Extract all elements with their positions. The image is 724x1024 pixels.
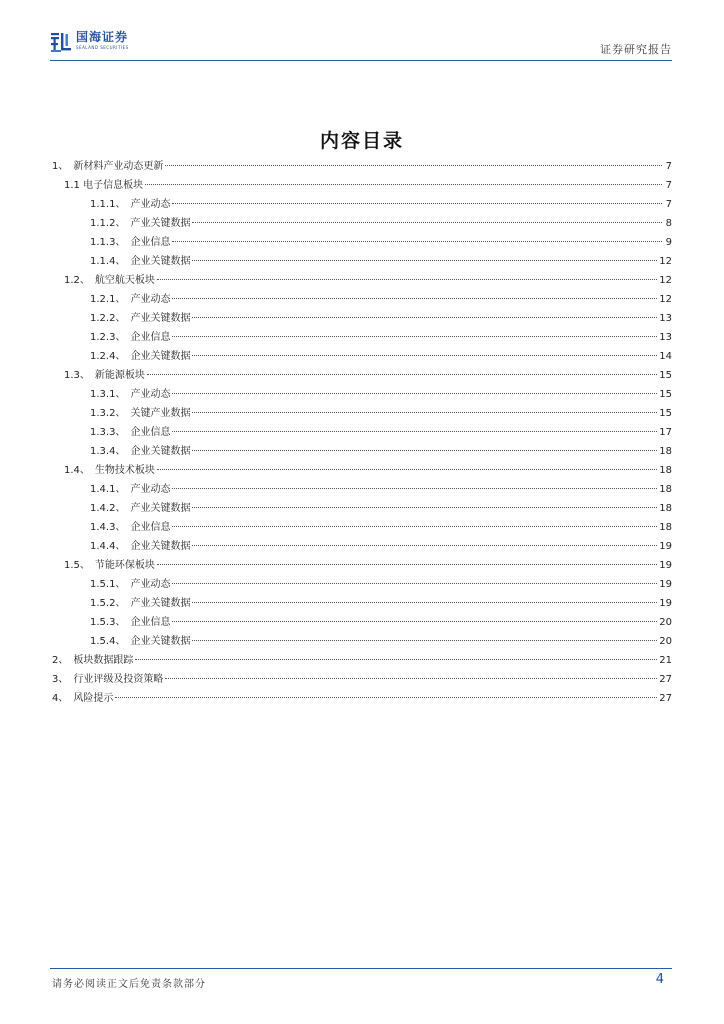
toc-entry[interactable] — [52, 176, 672, 195]
toc-dot-leader — [192, 507, 657, 508]
toc-entry-label: 1.3.1、 产业动态 — [90, 389, 171, 400]
toc-entry-label: 3、 行业评级及投资策略 — [52, 674, 164, 685]
toc-entry-page: 15 — [659, 389, 672, 400]
toc-entry-page: 12 — [659, 294, 672, 305]
toc-entry-page: 27 — [659, 674, 672, 685]
toc-entry[interactable] — [52, 252, 672, 271]
toc-entry-label: 1.3.2、 关键产业数据 — [90, 408, 191, 419]
toc-entry[interactable] — [52, 518, 672, 537]
toc-entry[interactable] — [52, 233, 672, 252]
toc-entry[interactable] — [52, 499, 672, 518]
toc-entry-label: 1.1.1、 产业动态 — [90, 199, 171, 210]
toc-entry-page: 20 — [659, 636, 672, 647]
toc-dot-leader — [147, 374, 657, 375]
toc-title: 内容目录 — [319, 130, 404, 152]
toc-entry-label: 1.3.4、 企业关键数据 — [90, 446, 191, 457]
toc-dot-leader — [192, 450, 657, 451]
toc-entry-label: 1.1.2、 产业关键数据 — [90, 218, 191, 229]
toc-dot-leader — [192, 545, 657, 546]
footer-disclaimer: 请务必阅读正文后免责条款部分 — [52, 979, 206, 990]
toc-dot-leader — [172, 241, 662, 242]
toc-dot-leader — [192, 602, 657, 603]
toc-dot-leader — [172, 526, 657, 527]
toc-entry[interactable] — [52, 328, 672, 347]
toc-dot-leader — [172, 621, 657, 622]
toc-entry[interactable] — [52, 157, 672, 176]
toc-dot-leader — [172, 203, 662, 204]
toc-entry[interactable] — [52, 423, 672, 442]
toc-entry-page: 7 — [665, 199, 672, 210]
toc-entry[interactable] — [52, 575, 672, 594]
toc-dot-leader — [157, 279, 657, 280]
toc-entry-label: 1.3、 新能源板块 — [64, 370, 145, 381]
toc-entry-page: 19 — [659, 579, 672, 590]
toc-entry-page: 12 — [659, 256, 672, 267]
toc-entry-label: 1.3.3、 企业信息 — [90, 427, 171, 438]
header-divider — [50, 60, 672, 61]
toc-entry-page: 18 — [659, 522, 672, 533]
company-logo — [50, 31, 129, 53]
toc-dot-leader — [172, 393, 657, 394]
toc-entry-label: 2、 板块数据跟踪 — [52, 655, 134, 666]
toc-entry-page: 14 — [659, 351, 672, 362]
toc-dot-leader — [192, 412, 657, 413]
logo-mark-icon — [50, 31, 72, 53]
toc-dot-leader — [157, 469, 657, 470]
toc-entry[interactable] — [52, 271, 672, 290]
toc-entry-page: 27 — [659, 693, 672, 704]
toc-entry-label: 1.2、 航空航天板块 — [64, 275, 155, 286]
toc-entry-page: 9 — [665, 237, 672, 248]
toc-entry-label: 1.5.4、 企业关键数据 — [90, 636, 191, 647]
toc-entry[interactable] — [52, 309, 672, 328]
toc-dot-leader — [192, 640, 657, 641]
footer-divider — [50, 968, 672, 969]
toc-dot-leader — [115, 697, 657, 698]
toc-entry-page: 18 — [659, 446, 672, 457]
toc-entry[interactable] — [52, 214, 672, 233]
toc-entry-label: 1.2.2、 产业关键数据 — [90, 313, 191, 324]
toc-entry-page: 18 — [659, 465, 672, 476]
toc-entry[interactable] — [52, 290, 672, 309]
toc-entry[interactable] — [52, 613, 672, 632]
toc-entry-label: 1.1 电子信息板块 — [64, 180, 144, 191]
toc-dot-leader — [165, 165, 662, 166]
toc-entry[interactable] — [52, 461, 672, 480]
toc-dot-leader — [172, 583, 657, 584]
toc-entry-label: 1.2.1、 产业动态 — [90, 294, 171, 305]
toc-entry-page: 18 — [659, 484, 672, 495]
toc-entry-page: 8 — [665, 218, 672, 229]
toc-entry[interactable] — [52, 366, 672, 385]
toc-entry-label: 1.4、 生物技术板块 — [64, 465, 155, 476]
toc-entry-label: 1.1.3、 企业信息 — [90, 237, 171, 248]
toc-entry[interactable] — [52, 537, 672, 556]
toc-entry-label: 4、 风险提示 — [52, 693, 114, 704]
toc-entry-label: 1.2.3、 企业信息 — [90, 332, 171, 343]
toc-entry-page: 19 — [659, 560, 672, 571]
toc-dot-leader — [165, 678, 657, 679]
toc-entry-page: 20 — [659, 617, 672, 628]
toc-entry-page: 7 — [665, 161, 672, 172]
page-header — [50, 28, 672, 60]
toc-entry[interactable] — [52, 442, 672, 461]
toc-dot-leader — [157, 564, 657, 565]
toc-entry-label: 1、 新材料产业动态更新 — [52, 161, 164, 172]
toc-entry[interactable] — [52, 670, 672, 689]
toc-entry[interactable] — [52, 347, 672, 366]
toc-entry[interactable] — [52, 651, 672, 670]
toc-entry[interactable] — [52, 594, 672, 613]
toc-entry-label: 1.4.2、 产业关键数据 — [90, 503, 191, 514]
toc-entry-page: 13 — [659, 313, 672, 324]
logo-chinese-name: 国海证券 — [76, 30, 129, 44]
toc-entry-label: 1.4.3、 企业信息 — [90, 522, 171, 533]
toc-dot-leader — [135, 659, 657, 660]
logo-english-name: SEALAND SECURITIES — [76, 45, 129, 50]
toc-entry[interactable] — [52, 404, 672, 423]
toc-entry[interactable] — [52, 195, 672, 214]
toc-entry[interactable] — [52, 556, 672, 575]
toc-entry[interactable] — [52, 689, 672, 708]
toc-dot-leader — [172, 488, 657, 489]
toc-entry-label: 1.1.4、 企业关键数据 — [90, 256, 191, 267]
toc-entry[interactable] — [52, 385, 672, 404]
toc-entry[interactable] — [52, 480, 672, 499]
toc-entry-label: 1.4.1、 产业动态 — [90, 484, 171, 495]
toc-entry-label: 1.5.2、 产业关键数据 — [90, 598, 191, 609]
toc-entry-page: 15 — [659, 370, 672, 381]
toc-entry-page: 15 — [659, 408, 672, 419]
toc-entry[interactable] — [52, 632, 672, 651]
toc-entry-label: 1.4.4、 企业关键数据 — [90, 541, 191, 552]
toc-entry-page: 17 — [659, 427, 672, 438]
toc-dot-leader — [172, 298, 657, 299]
report-type-label: 证券研究报告 — [600, 43, 672, 56]
toc-entry-page: 19 — [659, 541, 672, 552]
toc-entry-label: 1.5.1、 产业动态 — [90, 579, 171, 590]
toc-dot-leader — [172, 336, 657, 337]
toc-entry-page: 7 — [665, 180, 672, 191]
toc-entry-page: 18 — [659, 503, 672, 514]
table-of-contents — [52, 157, 672, 708]
toc-entry-page: 19 — [659, 598, 672, 609]
toc-dot-leader — [192, 317, 657, 318]
toc-dot-leader — [192, 222, 662, 223]
toc-dot-leader — [172, 431, 657, 432]
toc-entry-label: 1.2.4、 企业关键数据 — [90, 351, 191, 362]
page-number: 4 — [655, 972, 664, 987]
toc-entry-page: 13 — [659, 332, 672, 343]
toc-dot-leader — [192, 260, 657, 261]
toc-entry-page: 21 — [659, 655, 672, 666]
toc-entry-label: 1.5、 节能环保板块 — [64, 560, 155, 571]
toc-dot-leader — [145, 184, 662, 185]
toc-dot-leader — [192, 355, 657, 356]
toc-entry-page: 12 — [659, 275, 672, 286]
toc-entry-label: 1.5.3、 企业信息 — [90, 617, 171, 628]
